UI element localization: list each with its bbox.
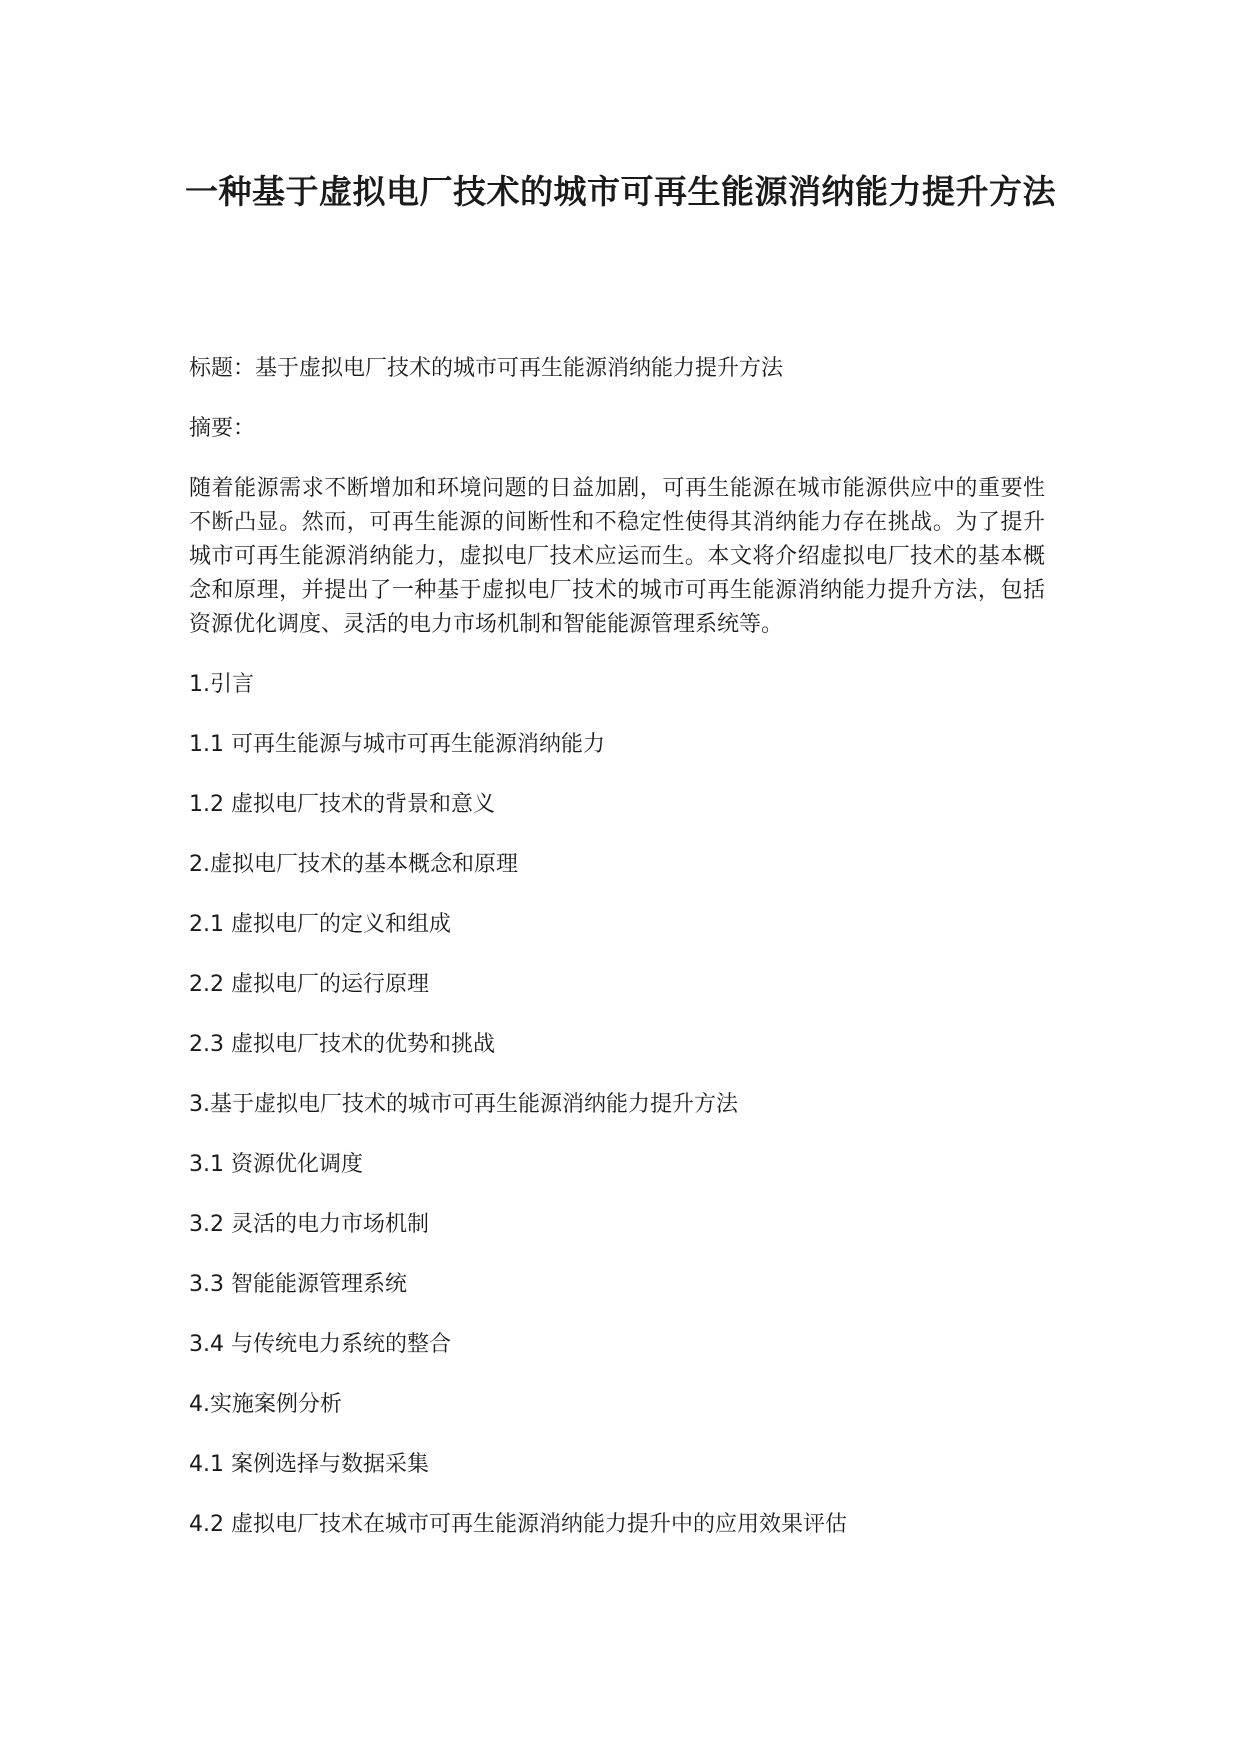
abstract-label: 摘要： (189, 416, 256, 441)
outline-list (189, 668, 1045, 1542)
outline-item: 4.实施案例分析 (189, 1392, 342, 1417)
outline-item: 3.1 资源优化调度 (189, 1152, 363, 1177)
outline-item: 3.3 智能能源管理系统 (189, 1272, 407, 1297)
outline-item: 3.2 灵活的电力市场机制 (189, 1212, 429, 1237)
outline-item: 2.3 虚拟电厂技术的优势和挑战 (189, 1032, 495, 1057)
outline-item: 4.1 案例选择与数据采集 (189, 1452, 429, 1477)
document-body (189, 352, 1045, 1568)
outline-item: 2.2 虚拟电厂的运行原理 (189, 972, 429, 997)
outline-item: 2.1 虚拟电厂的定义和组成 (189, 912, 451, 937)
document-title: 一种基于虚拟电厂技术的城市可再生能源消纳能力提升方法 (185, 172, 1056, 211)
outline-item: 2.虚拟电厂技术的基本概念和原理 (189, 852, 518, 877)
outline-item: 1.2 虚拟电厂技术的背景和意义 (189, 792, 495, 817)
outline-item: 1.引言 (189, 672, 254, 697)
subject-line: 标题：基于虚拟电厂技术的城市可再生能源消纳能力提升方法 (189, 356, 784, 381)
outline-item: 3.基于虚拟电厂技术的城市可再生能源消纳能力提升方法 (189, 1092, 738, 1117)
outline-item: 3.4 与传统电力系统的整合 (189, 1332, 451, 1357)
outline-item: 1.1 可再生能源与城市可再生能源消纳能力 (189, 732, 605, 757)
abstract-paragraph: 随着能源需求不断增加和环境问题的日益加剧，可再生能源在城市能源供应中的重要性不断凸显。然而，可再生能源的间断性和不稳定性使得其消纳能力存在挑战。为了提升城市可再生能源消纳能力，虚拟电厂技术应运而生。本文将介绍虚拟电厂技术的基本概念和原理，并提出了一种基于虚拟电厂技术的城市可再生能源消纳能力提升方法，包括资源优化调度、灵活的电力市场机制和智能能源管理系统等。 (189, 476, 1045, 637)
outline-item: 4.2 虚拟电厂技术在城市可再生能源消纳能力提升中的应用效果评估 (189, 1512, 847, 1537)
